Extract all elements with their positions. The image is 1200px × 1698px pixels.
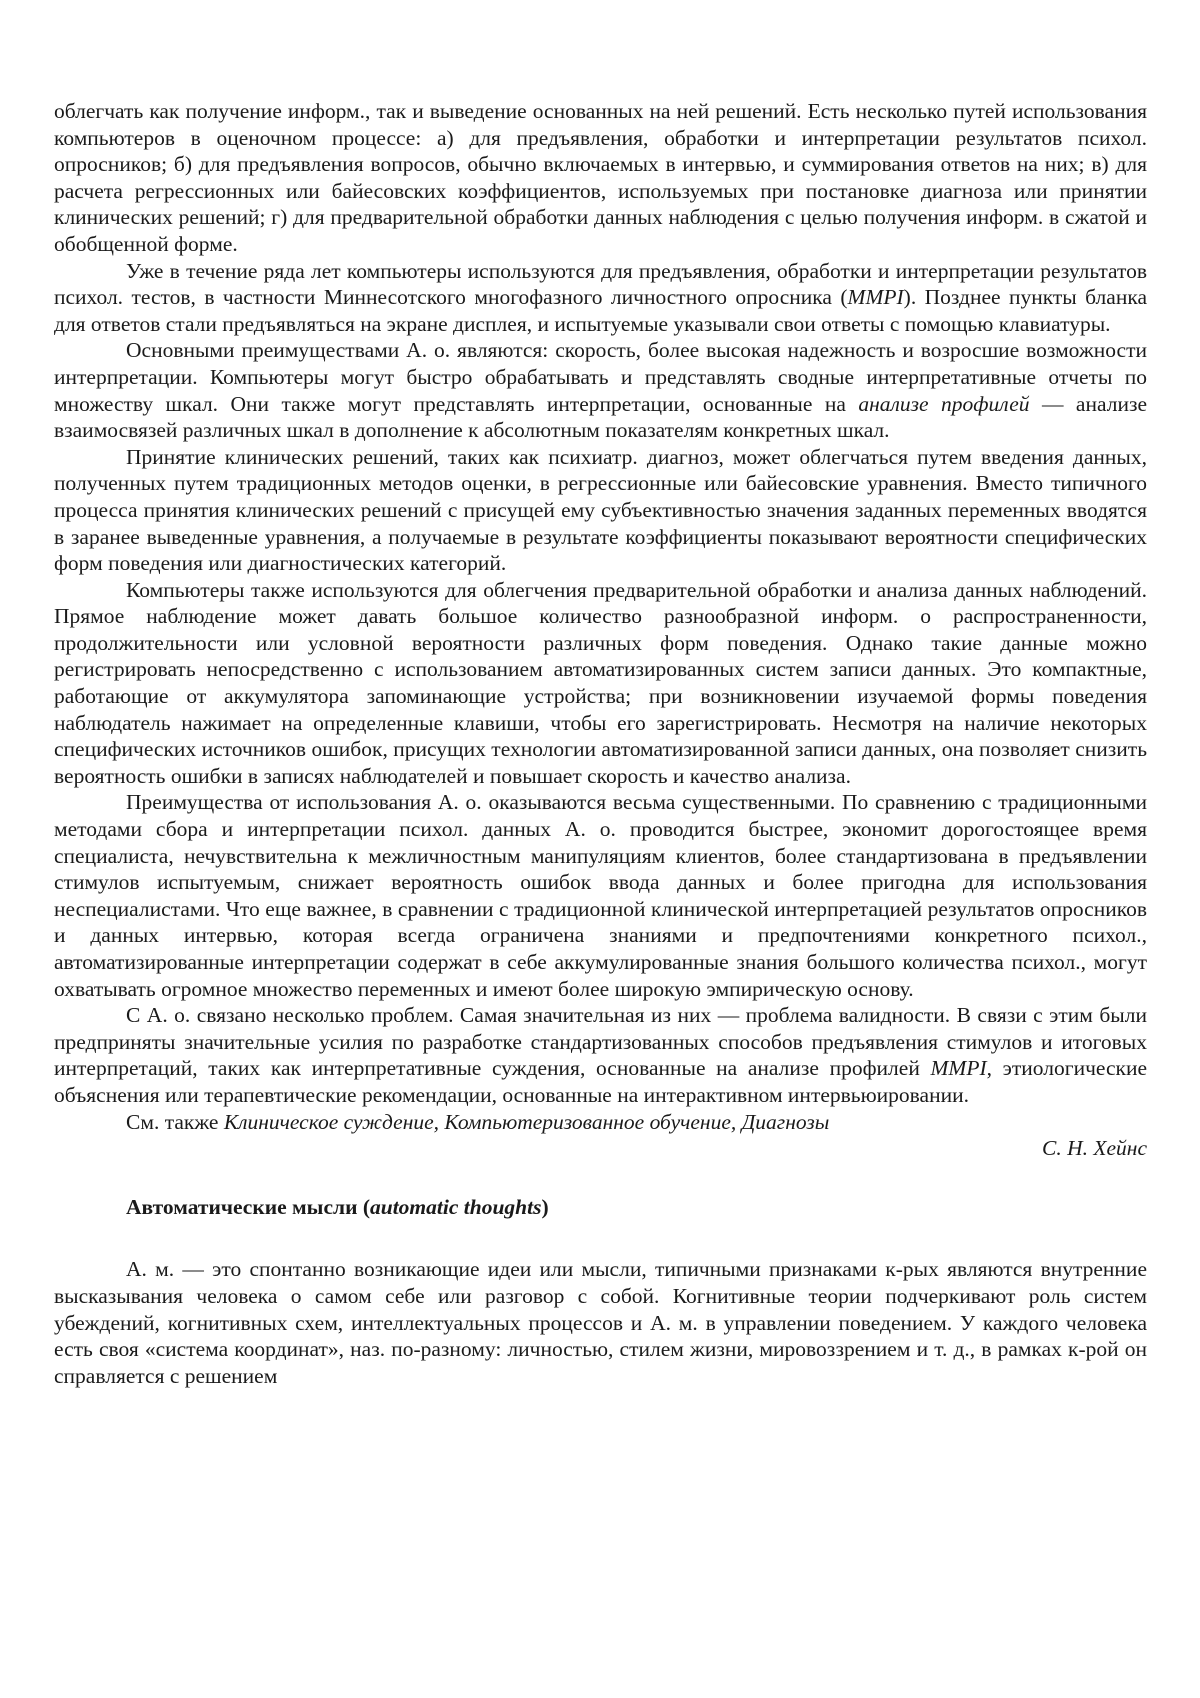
paragraph-6: Преимущества от использования А. о. оказываются весьма существенными. По сравнению с традиционными методами сбора и интерпретации психол. данных А. о. проводится быстрее, экономит дорогостоящее время специалиста, нечувствительна к межличностным манипуляциям клиентов, более стандартизована в предъявлении стимулов испытуемым, снижает вероятность ошибок ввода данных и более пригодна для использования неспециалистами. Что еще важнее, в сравнении с традиционной клинической интерпретацией результатов опросников и данных интервью, которая всегда ограничена знаниями и предпочтениями конкретного психол., автоматизированные интерпретации содержат в себе аккумулированные знания большого количества психол., могут охватывать огромное множество переменных и имеют более широкую эмпирическую основу. [54, 790, 1147, 1001]
paragraph-5: Компьютеры также используются для облегчения предварительной обработки и анализа данных наблюдений. Прямое наблюдение может давать большое количество разнообразной информ. о распространенности, продолжительности или условной вероятности различных форм поведения. Однако такие данные можно регистрировать непосредственно с использованием автоматизированных систем записи данных. Это компактные, работающие от аккумулятора запоминающие устройства; при возникновении изучаемой формы поведения наблюдатель нажимает на определенные клавиши, чтобы его зарегистрировать. Несмотря на наличие некоторых специфических источников ошибок, присущих технологии автоматизированной записи данных, она позволяет снизить вероятность ошибки в записях наблюдателей и повышает скорость и качество анализа. [54, 577, 1147, 788]
see-also-links: Клиническое суждение, Компьютеризованное обучение, Диагнозы [223, 1109, 830, 1134]
paragraph-7 [54, 1002, 1147, 1108]
article-title-ru: Автоматические мысли ( [126, 1194, 370, 1219]
paragraph-3 [54, 337, 1147, 443]
paragraph-7-text-a: С А. о. связано несколько проблем. Самая значительная из них — проблема валидности. В связи с этим были предприняты значительные усилия по разработке стандартизованных способов предъявления стимулов и итоговых интерпретаций, таких как интерпретативные суждения, основанные на анализе профилей [54, 1003, 1147, 1081]
see-also-label: См. также [126, 1109, 224, 1134]
paragraph-2 [54, 258, 1147, 338]
paragraph-4: Принятие клинических решений, таких как психиатр. диагноз, может облегчаться путем введения данных, полученных путем традиционных методов оценки, в регрессионные или байесовские уравнения. Вместо типичного процесса принятия клинических решений с присущей ему субъективностью значения заданных переменных вводятся в заранее выведенные уравнения, а получаемые в результате коэффициенты показывают вероятности специфических форм поведения или диагностических категорий. [54, 444, 1147, 576]
paragraph-2-text-a: Уже в течение ряда лет компьютеры используются для предъявления, обработки и интерпретации результатов психол. тестов, в частности Миннесотского многофазного личностного опросника ( [54, 258, 1147, 310]
article-title-close: ) [541, 1194, 549, 1219]
author-signature: С. Н. Хейнс [1041, 1136, 1147, 1161]
article-title-en: automatic thoughts [370, 1194, 542, 1219]
paragraph-1: облегчать как получение информ., так и выведение основанных на ней решений. Есть несколько путей использования компьютеров в оценочном процессе: а) для предъявления, обработки и интерпретации результатов психол. опросников; б) для предъявления вопросов, обычно включаемых в интервью, и суммирования ответов на них; в) для расчета регрессионных или байесовских коэффициентов, используемых при постановке диагноза или принятии клинических решений; г) для предварительной обработки данных наблюдения с целью получения информ. в сжатой и обобщенной форме. [54, 99, 1147, 256]
heading-spacer [54, 1220, 1147, 1256]
paragraph-2-text-b: ). Позднее пункты бланка для ответов стали предъявляться на экране дисплея, и испытуемые указывали свои ответы с помощью клавиатуры. [54, 285, 1147, 336]
see-also [54, 1109, 1147, 1136]
profile-analysis-term: анализе профилей [858, 391, 1030, 416]
article2-paragraph-1: А. м. — это спонтанно возникающие идеи или мысли, типичными признаками к-рых являются внутренние высказывания человека о самом себе или разговор с собой. Когнитивные теории подчеркивают роль систем убеждений, когнитивных схем, интеллектуальных процессов и А. м. в управлении поведением. У каждого человека есть своя «система координат», наз. по-разному: личностью, стилем жизни, мировоззрением и т. д., в рамках к-рой он справляется с решением [54, 1257, 1147, 1388]
mmpi-term: MMPI [847, 285, 904, 310]
mmpi-term: MMPI [930, 1056, 987, 1081]
document-page [54, 98, 1147, 1389]
article-title [126, 1194, 1147, 1221]
paragraph-7-text-b: , этиологические объяснения или терапевтические рекомендации, основанные на интерактивном интервьюировании. [54, 1056, 1147, 1107]
paragraph-3-text-a: Основными преимуществами А. о. являются: скорость, более высокая надежность и возросшие возможности интерпретации. Компьютеры могут быстро обрабатывать и представлять сводные интерпретативные отчеты по множеству шкал. Они также могут представлять интерпретации, основанные на [54, 338, 1147, 416]
paragraph-3-text-b: — анализе взаимосвязей различных шкал в дополнение к абсолютным показателям конкретных шкал. [54, 391, 1147, 443]
